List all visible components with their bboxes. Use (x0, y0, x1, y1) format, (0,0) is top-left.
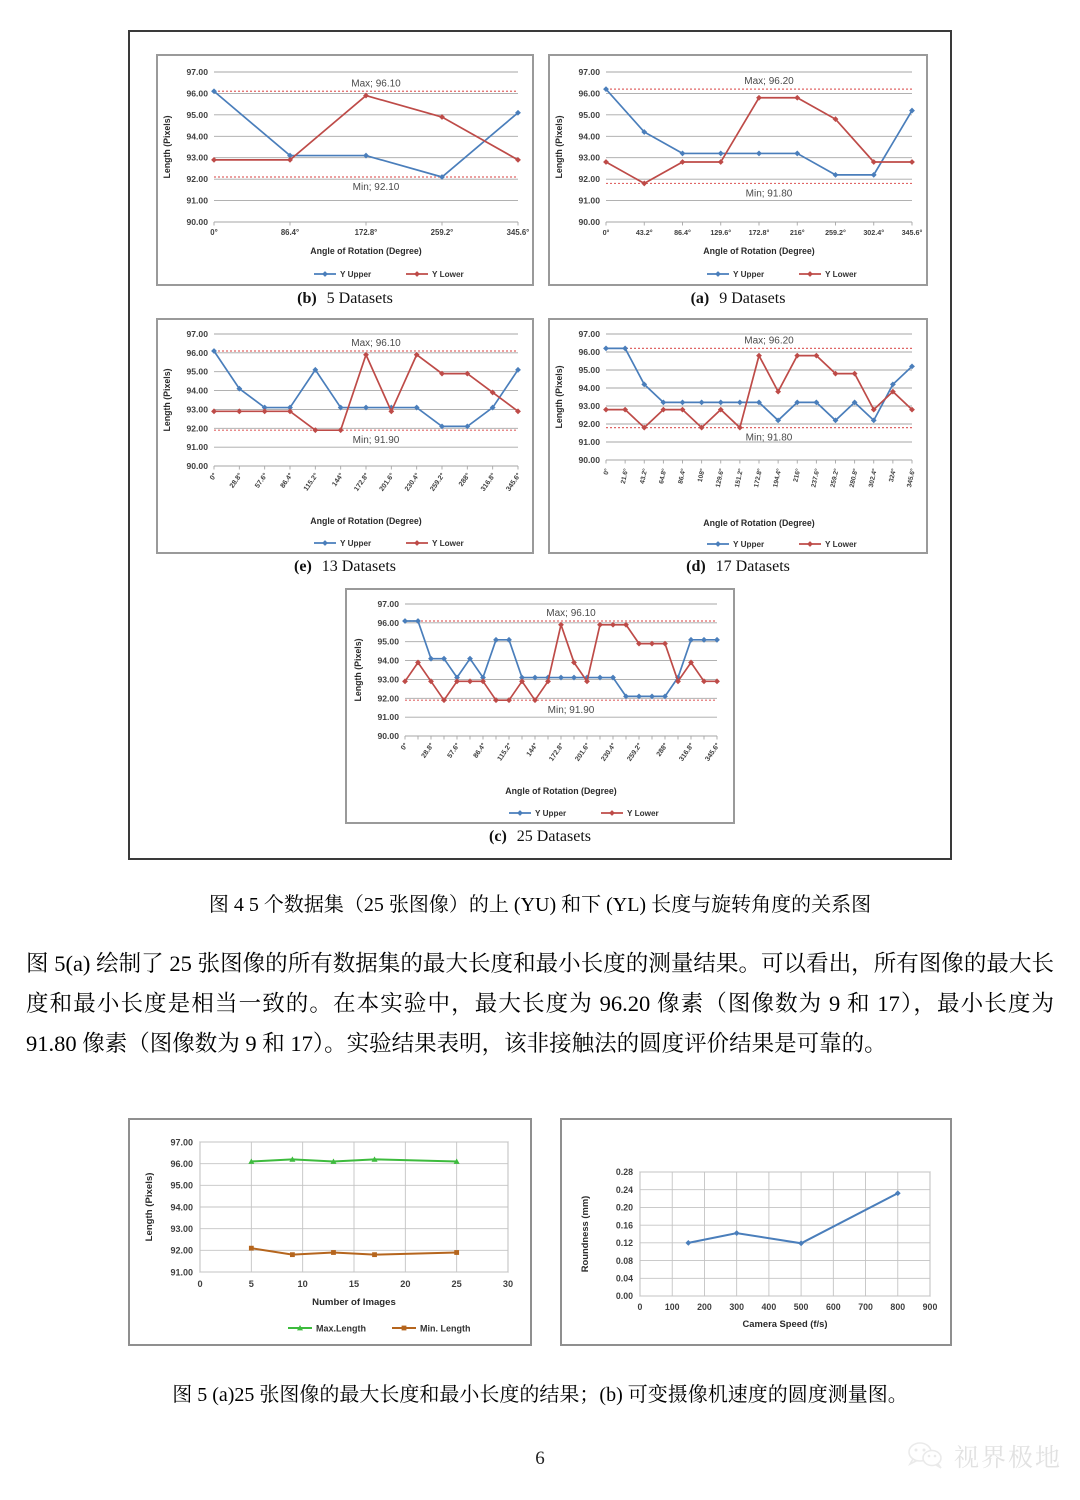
svg-text:97.00: 97.00 (578, 329, 600, 339)
svg-text:0.12: 0.12 (615, 1238, 633, 1249)
svg-text:92.00: 92.00 (377, 693, 399, 704)
svg-text:259.2°: 259.2° (829, 467, 841, 489)
chart-panel-13-datasets (156, 318, 534, 554)
chart-panel-17-datasets (548, 318, 928, 554)
svg-text:93.00: 93.00 (578, 152, 600, 163)
svg-text:91.00: 91.00 (186, 442, 208, 453)
svg-text:90.00: 90.00 (578, 217, 600, 227)
svg-text:Max; 96.10: Max; 96.10 (546, 607, 596, 619)
svg-text:Y Upper: Y Upper (733, 270, 765, 279)
svg-text:Y Lower: Y Lower (627, 809, 659, 818)
caption-letter-b: (b) (297, 290, 317, 307)
svg-text:91.00: 91.00 (170, 1267, 193, 1278)
svg-text:90.00: 90.00 (186, 217, 208, 227)
page-number: 6 (535, 1448, 545, 1469)
svg-text:316.8°: 316.8° (678, 742, 696, 763)
svg-text:0°: 0° (602, 467, 611, 476)
svg-text:172.8°: 172.8° (748, 228, 770, 237)
chart-roundness-camera-speed (562, 1120, 950, 1344)
svg-text:Camera Speed (f/s): Camera Speed (f/s) (742, 1318, 828, 1329)
svg-text:92.00: 92.00 (578, 174, 600, 185)
svg-text:Length (Pixels): Length (Pixels) (162, 368, 172, 432)
svg-text:0: 0 (197, 1279, 203, 1289)
svg-text:96.00: 96.00 (170, 1159, 193, 1170)
svg-text:500: 500 (793, 1302, 809, 1312)
svg-text:97.00: 97.00 (186, 329, 208, 339)
svg-text:5: 5 (248, 1279, 254, 1289)
svg-text:86.4°: 86.4° (677, 467, 688, 485)
svg-text:Min. Length: Min. Length (420, 1323, 471, 1334)
chart-max-min-length (130, 1120, 530, 1344)
svg-text:100: 100 (664, 1302, 680, 1312)
figure-5-caption: 图 5 (a)25 张图像的最大长度和最小长度的结果；(b) 可变摄像机速度的圆度测量图。 (172, 1384, 908, 1406)
svg-text:172.8°: 172.8° (354, 228, 378, 237)
svg-text:91.00: 91.00 (578, 195, 600, 206)
svg-text:200: 200 (697, 1302, 712, 1312)
svg-text:0.08: 0.08 (615, 1255, 633, 1266)
svg-text:Y Lower: Y Lower (432, 270, 464, 279)
svg-text:Length (Pixels): Length (Pixels) (554, 115, 564, 179)
figure-4-container (128, 30, 952, 860)
svg-text:0: 0 (637, 1302, 643, 1312)
svg-text:Angle of Rotation (Degree): Angle of Rotation (Degree) (505, 786, 617, 796)
svg-text:90.00: 90.00 (186, 461, 208, 471)
svg-text:96.00: 96.00 (186, 88, 208, 99)
chart-13-datasets (158, 320, 532, 552)
svg-text:86.4°: 86.4° (472, 742, 488, 760)
svg-text:Number of Images: Number of Images (312, 1297, 396, 1308)
svg-text:0°: 0° (602, 228, 610, 237)
svg-text:129.6°: 129.6° (714, 467, 726, 489)
figure-5b-container (560, 1118, 952, 1346)
svg-text:600: 600 (825, 1302, 841, 1312)
svg-text:Min; 92.10: Min; 92.10 (352, 182, 400, 193)
svg-text:64.8°: 64.8° (658, 467, 669, 485)
svg-text:194.4°: 194.4° (772, 467, 784, 489)
svg-text:230.4°: 230.4° (403, 472, 422, 493)
caption-text-b: 5 Datasets (326, 290, 393, 307)
figure-5a-container (128, 1118, 532, 1346)
svg-text:96.00: 96.00 (186, 347, 208, 358)
svg-text:Max; 96.20: Max; 96.20 (744, 76, 794, 88)
svg-text:Min; 91.90: Min; 91.90 (352, 435, 400, 447)
svg-text:96.00: 96.00 (578, 88, 600, 99)
svg-text:0°: 0° (209, 472, 219, 482)
svg-text:Length (Pixels): Length (Pixels) (162, 115, 172, 179)
svg-text:0.16: 0.16 (615, 1220, 633, 1231)
svg-text:400: 400 (761, 1302, 777, 1312)
svg-text:Y Lower: Y Lower (432, 539, 464, 548)
svg-text:90.00: 90.00 (578, 455, 600, 465)
svg-text:28.8°: 28.8° (420, 742, 436, 760)
svg-text:0°: 0° (210, 228, 218, 237)
svg-text:345.6°: 345.6° (506, 228, 530, 237)
svg-text:92.00: 92.00 (186, 174, 208, 185)
caption-25-datasets (345, 828, 735, 846)
svg-text:Max.Length: Max.Length (316, 1323, 367, 1334)
svg-text:97.00: 97.00 (170, 1137, 193, 1148)
svg-text:259.2°: 259.2° (429, 472, 447, 493)
svg-text:25: 25 (451, 1279, 462, 1289)
svg-text:92.00: 92.00 (186, 423, 208, 434)
svg-text:96.00: 96.00 (578, 347, 600, 357)
watermark-text: 视界极地 (953, 1445, 1062, 1472)
chart-5-datasets (158, 56, 532, 284)
chart-panel-9-datasets (548, 54, 928, 286)
svg-text:90.00: 90.00 (377, 731, 399, 741)
svg-text:95.00: 95.00 (578, 109, 600, 120)
svg-text:Y Lower: Y Lower (825, 540, 857, 549)
svg-text:94.00: 94.00 (186, 131, 208, 142)
svg-text:15: 15 (348, 1279, 360, 1289)
svg-text:0°: 0° (400, 742, 410, 752)
svg-text:0.04: 0.04 (615, 1273, 633, 1284)
svg-text:216°: 216° (789, 228, 805, 237)
svg-text:0.24: 0.24 (615, 1184, 633, 1195)
svg-text:94.00: 94.00 (170, 1202, 193, 1213)
svg-text:900: 900 (922, 1302, 938, 1312)
svg-text:259.2°: 259.2° (825, 228, 846, 237)
svg-text:115.2°: 115.2° (302, 472, 320, 493)
svg-text:259.2°: 259.2° (430, 228, 454, 237)
svg-text:280.8°: 280.8° (848, 467, 860, 489)
svg-text:Max; 96.10: Max; 96.10 (351, 337, 401, 349)
caption-text-e: 13 Datasets (321, 558, 396, 575)
svg-text:86.4°: 86.4° (279, 472, 295, 490)
svg-text:93.00: 93.00 (377, 674, 399, 685)
caption-letter-d: (d) (686, 558, 706, 575)
svg-text:93.00: 93.00 (186, 404, 208, 415)
svg-text:Angle of Rotation (Degree): Angle of Rotation (Degree) (703, 246, 815, 256)
svg-text:201.6°: 201.6° (574, 742, 592, 763)
svg-text:30: 30 (502, 1279, 514, 1289)
svg-text:95.00: 95.00 (186, 366, 208, 377)
svg-text:97.00: 97.00 (578, 67, 600, 77)
svg-text:95.00: 95.00 (186, 109, 208, 120)
svg-text:93.00: 93.00 (170, 1224, 193, 1235)
svg-text:115.2°: 115.2° (496, 742, 514, 763)
svg-text:57.6°: 57.6° (254, 472, 270, 490)
svg-text:Max; 96.20: Max; 96.20 (744, 335, 794, 347)
svg-text:345.6°: 345.6° (901, 228, 923, 237)
svg-text:230.4°: 230.4° (600, 742, 618, 763)
svg-text:Min; 91.90: Min; 91.90 (547, 705, 595, 717)
svg-text:97.00: 97.00 (377, 599, 399, 609)
svg-text:91.00: 91.00 (578, 437, 600, 447)
svg-text:201.6°: 201.6° (378, 472, 396, 493)
svg-text:129.6°: 129.6° (710, 228, 732, 237)
svg-text:345.6°: 345.6° (906, 467, 917, 489)
svg-text:93.00: 93.00 (578, 401, 600, 411)
caption-13-datasets (156, 558, 534, 576)
svg-text:Length (Pixels): Length (Pixels) (144, 1172, 155, 1242)
caption-letter-a: (a) (690, 290, 710, 307)
svg-text:172.8°: 172.8° (548, 742, 566, 763)
svg-text:Angle of Rotation (Degree): Angle of Rotation (Degree) (703, 518, 815, 528)
svg-text:92.00: 92.00 (170, 1245, 193, 1256)
svg-text:Y Upper: Y Upper (535, 809, 567, 818)
svg-text:96.00: 96.00 (377, 617, 399, 628)
svg-text:94.00: 94.00 (377, 655, 399, 666)
svg-text:0.28: 0.28 (615, 1167, 633, 1178)
svg-text:95.00: 95.00 (377, 636, 399, 647)
svg-text:0.20: 0.20 (615, 1202, 633, 1213)
svg-text:345.6°: 345.6° (505, 472, 523, 493)
svg-text:10: 10 (297, 1279, 308, 1289)
svg-text:144°: 144° (331, 472, 346, 489)
svg-text:302.4°: 302.4° (863, 228, 885, 237)
watermark (906, 1438, 1062, 1474)
caption-text-c: 25 Datasets (516, 828, 591, 845)
svg-text:302.4°: 302.4° (867, 467, 879, 489)
caption-5-datasets (156, 290, 534, 308)
svg-text:Length (Pixels): Length (Pixels) (353, 638, 363, 702)
chart-panel-5-datasets (156, 54, 534, 286)
svg-text:237.6°: 237.6° (810, 467, 822, 489)
svg-text:21.6°: 21.6° (620, 467, 631, 485)
svg-text:Min; 91.80: Min; 91.80 (745, 432, 793, 444)
chart-25-datasets (347, 590, 733, 822)
svg-text:91.00: 91.00 (377, 712, 399, 723)
caption-letter-e: (e) (294, 558, 312, 575)
svg-text:57.6°: 57.6° (446, 742, 462, 760)
svg-text:94.00: 94.00 (186, 385, 208, 396)
svg-text:700: 700 (858, 1302, 873, 1312)
svg-text:0.00: 0.00 (615, 1291, 633, 1302)
svg-text:94.00: 94.00 (578, 383, 600, 393)
svg-text:28.8°: 28.8° (228, 472, 244, 490)
svg-text:97.00: 97.00 (186, 67, 208, 77)
chart-17-datasets (550, 320, 926, 552)
svg-text:216°: 216° (792, 467, 803, 483)
svg-text:95.00: 95.00 (578, 365, 600, 375)
svg-text:86.4°: 86.4° (280, 228, 300, 237)
caption-text-a: 9 Datasets (719, 290, 786, 307)
svg-text:345.6°: 345.6° (704, 742, 722, 763)
svg-text:Y Upper: Y Upper (340, 270, 372, 279)
wechat-icon (906, 1441, 946, 1471)
svg-text:288°: 288° (655, 742, 670, 759)
figure-4-caption: 图 4 5 个数据集（25 张图像）的上 (YU) 和下 (YL) 长度与旋转角度的关系图 (208, 894, 872, 916)
svg-text:288°: 288° (457, 472, 472, 489)
svg-text:92.00: 92.00 (578, 419, 600, 429)
svg-text:20: 20 (400, 1279, 411, 1289)
svg-text:Length (Pixels): Length (Pixels) (554, 365, 564, 429)
chart-panel-25-datasets (345, 588, 735, 824)
caption-letter-c: (c) (489, 828, 507, 845)
svg-text:43.2°: 43.2° (639, 467, 650, 485)
svg-text:151.2°: 151.2° (734, 467, 745, 489)
svg-text:95.00: 95.00 (170, 1180, 193, 1191)
svg-text:43.2°: 43.2° (635, 228, 653, 237)
svg-text:108°: 108° (696, 467, 707, 483)
chart-9-datasets (550, 56, 926, 284)
body-paragraph: 图 5(a) 绘制了 25 张图像的所有数据集的最大长度和最小长度的测量结果。可以看出，所有图像的最大长度和最小长度是相当一致的。在本实验中，最大长度为 96.20 像素（图像数为 9 和 17），最小长度为 91.80 像素（图像数为 9 和 17）。实验结果表明，该非接触法的圆度评价结果是可靠的。 (26, 951, 1054, 1056)
svg-text:Angle of Rotation (Degree): Angle of Rotation (Degree) (310, 246, 422, 256)
caption-9-datasets (548, 290, 928, 308)
svg-text:Y Upper: Y Upper (733, 540, 765, 549)
svg-text:94.00: 94.00 (578, 131, 600, 142)
caption-text-d: 17 Datasets (715, 558, 790, 575)
svg-text:Y Lower: Y Lower (825, 270, 857, 279)
caption-17-datasets (548, 558, 928, 576)
svg-text:259.2°: 259.2° (626, 742, 644, 763)
svg-text:172.8°: 172.8° (353, 472, 371, 493)
svg-text:Angle of Rotation (Degree): Angle of Rotation (Degree) (310, 516, 422, 526)
svg-text:Y Upper: Y Upper (340, 539, 372, 548)
svg-text:324°: 324° (888, 467, 898, 483)
svg-text:Roundness (mm): Roundness (mm) (579, 1195, 590, 1273)
svg-text:91.00: 91.00 (186, 195, 208, 206)
svg-text:Max; 96.10: Max; 96.10 (351, 78, 401, 90)
svg-text:316.8°: 316.8° (479, 472, 498, 493)
svg-text:800: 800 (890, 1302, 906, 1312)
svg-text:172.8°: 172.8° (753, 467, 764, 489)
svg-text:144°: 144° (525, 742, 540, 759)
svg-text:Min; 91.80: Min; 91.80 (745, 188, 793, 200)
svg-text:300: 300 (729, 1302, 745, 1312)
svg-text:86.4°: 86.4° (674, 228, 691, 237)
svg-text:93.00: 93.00 (186, 152, 208, 163)
